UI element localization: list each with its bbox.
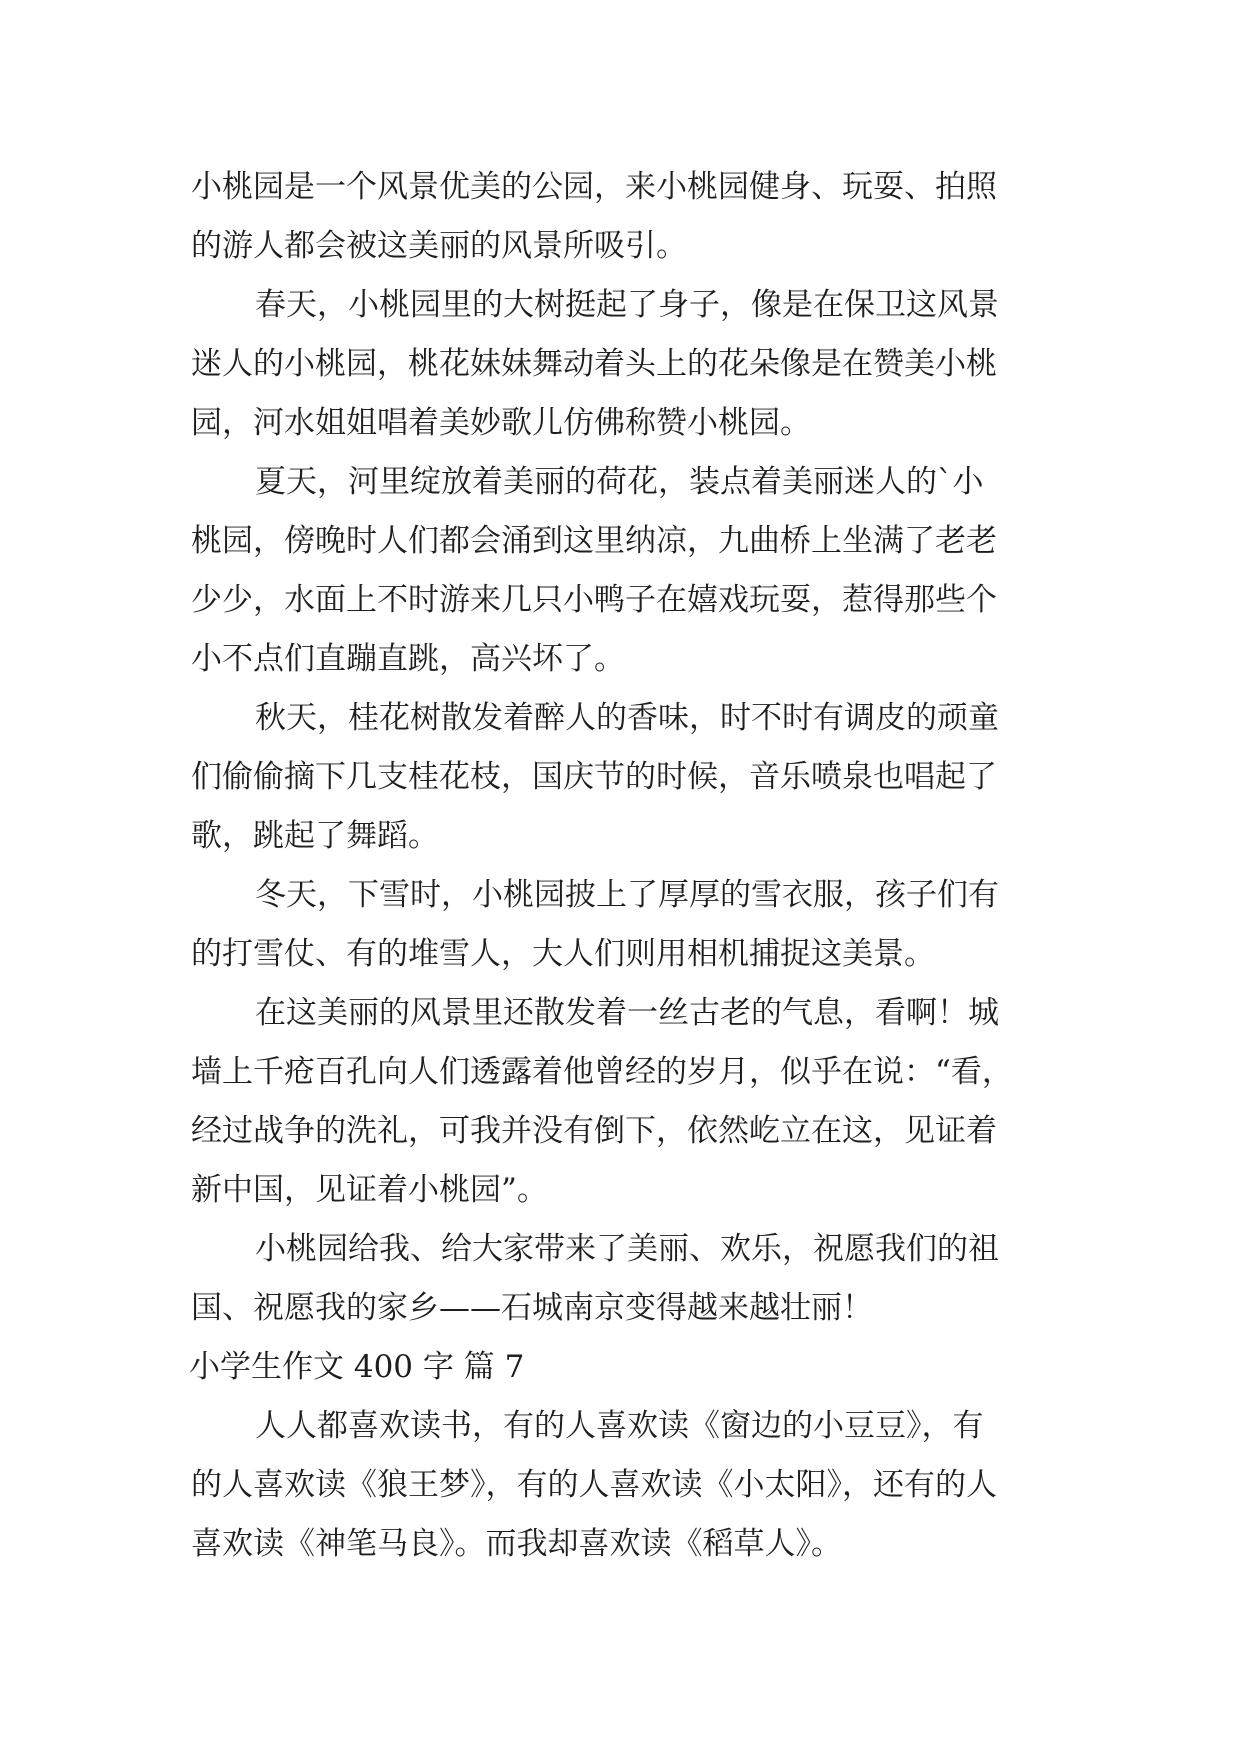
section-heading: 小学生作文 400 字 篇 7	[189, 1349, 525, 1385]
text-line: 的人喜欢读《狼王梦》，有的人喜欢读《小太阳》，还有的人	[191, 1467, 997, 1503]
text-line: 夏天，河里绽放着美丽的荷花，装点着美丽迷人的`小	[255, 464, 984, 500]
text-line: 歌，跳起了舞蹈。	[191, 818, 439, 854]
text-line: 小桃园给我、给大家带来了美丽、欢乐，祝愿我们的祖	[255, 1231, 999, 1267]
text-line: 桃园，傍晚时人们都会涌到这里纳凉，九曲桥上坐满了老老	[191, 523, 997, 559]
text-line: 新中国，见证着小桃园”。	[191, 1172, 548, 1208]
text-line: 少少，水面上不时游来几只小鸭子在嬉戏玩耍，惹得那些个	[191, 582, 997, 618]
text-line: 的打雪仗、有的堆雪人，大人们则用相机捕捉这美景。	[191, 936, 935, 972]
text-line: 冬天，下雪时，小桃园披上了厚厚的雪衣服，孩子们有	[255, 877, 999, 913]
text-line: 秋天，桂花树散发着醉人的香味，时不时有调皮的顽童	[255, 700, 999, 736]
document-body	[191, 158, 1061, 1574]
text-line: 们偷偷摘下几支桂花枝，国庆节的时候，音乐喷泉也唱起了	[191, 759, 997, 795]
text-line: 春天，小桃园里的大树挺起了身子，像是在保卫这风景	[255, 287, 999, 323]
text-line: 的游人都会被这美丽的风景所吸引。	[191, 228, 687, 264]
text-line: 经过战争的洗礼，可我并没有倒下，依然屹立在这，见证着	[191, 1113, 997, 1149]
text-line: 在这美丽的风景里还散发着一丝古老的气息，看啊！城	[255, 995, 999, 1031]
text-line: 人人都喜欢读书，有的人喜欢读《窗边的小豆豆》，有	[255, 1408, 984, 1444]
text-line: 墙上千疮百孔向人们透露着他曾经的岁月，似乎在说：“看，	[191, 1054, 1013, 1090]
text-line: 小桃园是一个风景优美的公园，来小桃园健身、玩耍、拍照	[191, 169, 997, 205]
text-line: 国、祝愿我的家乡——石城南京变得越来越壮丽！	[191, 1290, 873, 1326]
text-line: 迷人的小桃园，桃花妹妹舞动着头上的花朵像是在赞美小桃	[191, 346, 997, 382]
text-line: 小不点们直蹦直跳，高兴坏了。	[191, 641, 625, 677]
text-line: 园，河水姐姐唱着美妙歌儿仿佛称赞小桃园。	[191, 405, 811, 441]
text-line: 喜欢读《神笔马良》。而我却喜欢读《稻草人》。	[191, 1526, 842, 1562]
